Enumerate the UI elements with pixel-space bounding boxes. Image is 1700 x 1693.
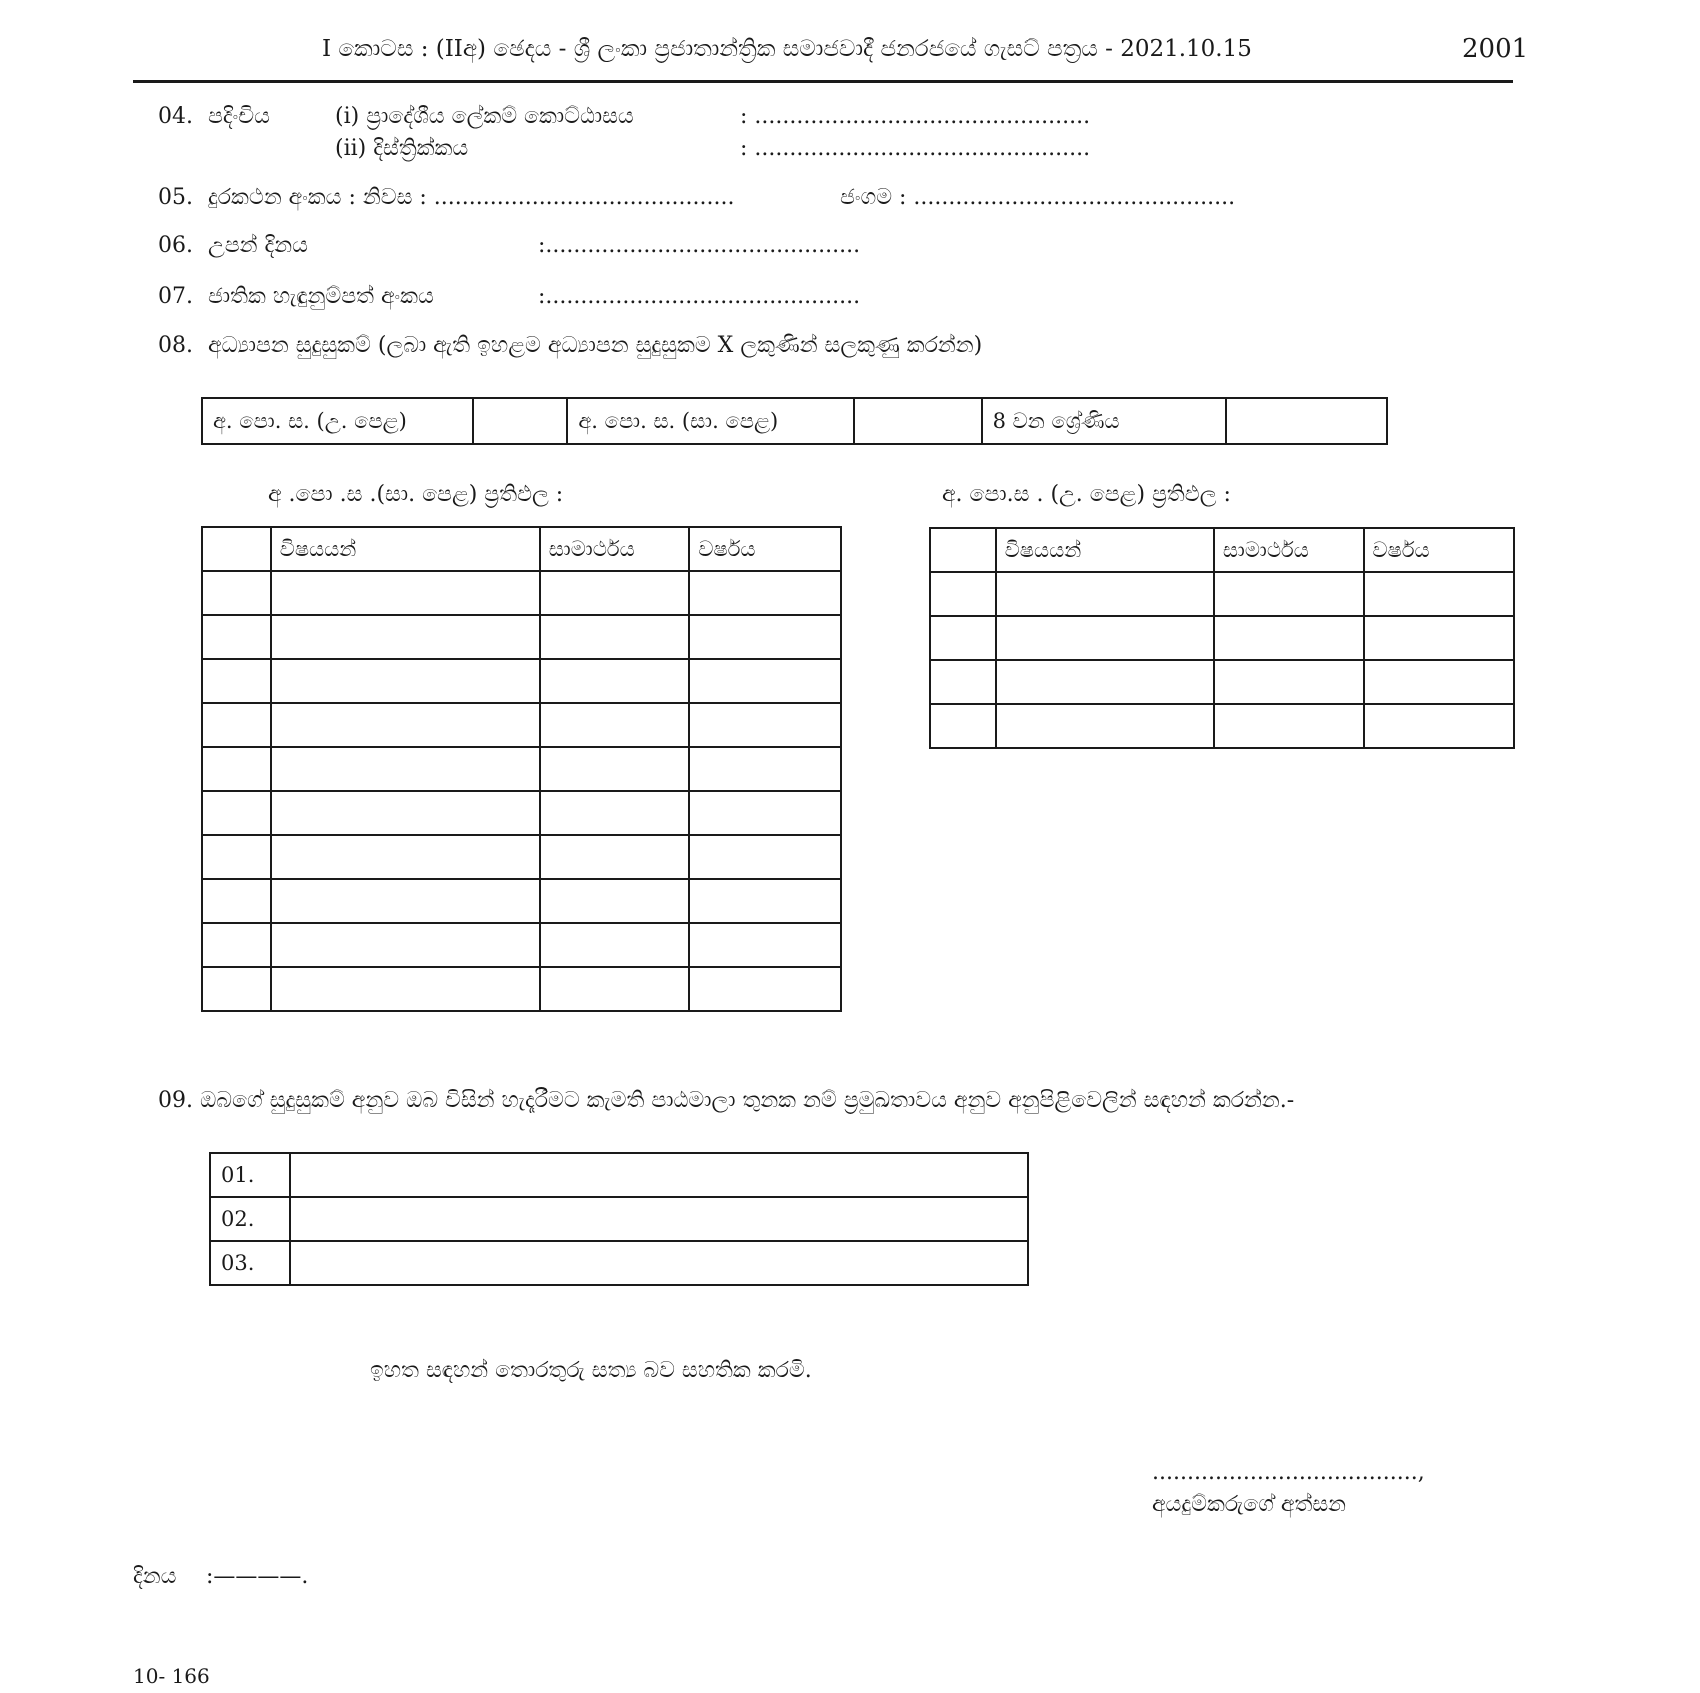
signature-label: අයදුම්කරුගේ අත්සන [1152, 1492, 1347, 1517]
edu-grade8-checkbox[interactable] [1226, 398, 1387, 444]
ol-result-cell-subject[interactable] [271, 879, 540, 923]
al-result-row [930, 616, 1514, 660]
ol-result-cell-grade[interactable] [540, 659, 690, 703]
page-number: 2001 [1462, 34, 1529, 64]
ol-result-row [202, 703, 841, 747]
al-result-cell-grade[interactable] [1214, 660, 1364, 704]
ol-result-row [202, 659, 841, 703]
q04-label: පදිංචිය [208, 104, 270, 129]
q05-home-phone-field[interactable]: දුරකථන අංකය : නිවස : ........................................... [208, 185, 735, 210]
ol-result-cell-grade[interactable] [540, 703, 690, 747]
ol-result-cell-year[interactable] [689, 967, 841, 1011]
al-result-cell-grade[interactable] [1214, 704, 1364, 748]
q07-label: ජාතික හැඳුනුම්පත් අංකය [208, 284, 434, 309]
q04-number: 04. [158, 104, 193, 129]
course-priority-table [209, 1152, 1029, 1286]
ol-result-cell-subject[interactable] [271, 835, 540, 879]
edu-ol-checkbox[interactable] [854, 398, 982, 444]
al-result-row [930, 704, 1514, 748]
al-result-cell-year[interactable] [1364, 704, 1515, 748]
al-result-cell-year[interactable] [1364, 616, 1515, 660]
al-result-row [930, 660, 1514, 704]
q04-i-field[interactable]: : ................................................ [740, 104, 1091, 129]
ol-header-grade: සාමාර්ථය [540, 527, 690, 571]
q06-dob-field[interactable]: :............................................. [538, 233, 861, 258]
ol-result-cell-index [202, 571, 271, 615]
q04-ii-field[interactable]: : ................................................ [740, 136, 1091, 161]
q05-number: 05. [158, 185, 193, 210]
ol-result-row [202, 791, 841, 835]
ol-result-cell-index [202, 879, 271, 923]
al-result-cell-index [930, 660, 996, 704]
ol-result-cell-year[interactable] [689, 615, 841, 659]
course-priority-number: 02. [210, 1197, 290, 1241]
course-priority-field[interactable] [290, 1197, 1028, 1241]
ol-header-subjects: විෂයයන් [271, 527, 540, 571]
q08-label: අධ්‍යාපන සුදුසුකම් (ලබා ඇති ඉහළම අධ්‍යාපන සුදුසුකම X ලකුණින් සලකුණු කරන්න) [208, 333, 983, 358]
ol-result-cell-year[interactable] [689, 923, 841, 967]
al-header-grade: සාමාර්ථය [1214, 528, 1364, 572]
ol-result-cell-subject[interactable] [271, 615, 540, 659]
al-header-index [930, 528, 996, 572]
ol-result-cell-index [202, 659, 271, 703]
course-priority-number: 03. [210, 1241, 290, 1285]
ol-result-cell-year[interactable] [689, 835, 841, 879]
q09-label: 09. ඔබගේ සුදුසුකම් අනුව ඔබ විසින් හැදෑරීමට කැමති පාඨමාලා තුනක නම් ප්‍රමුඛතාවය අනුව අනුපිළිවෙලින් සඳහන් කරන්න.- [158, 1088, 1295, 1113]
edu-al-checkbox[interactable] [473, 398, 568, 444]
ol-result-cell-index [202, 791, 271, 835]
al-result-cell-index [930, 704, 996, 748]
ol-results-table [201, 526, 842, 1012]
al-result-cell-index [930, 616, 996, 660]
ol-header-index [202, 527, 271, 571]
signature-line[interactable]: ......................................, [1152, 1460, 1425, 1485]
ol-result-cell-index [202, 923, 271, 967]
ol-result-cell-year[interactable] [689, 879, 841, 923]
q06-number: 06. [158, 233, 193, 258]
edu-ol-label: අ. පො. ස. (සා. පෙළ) [567, 398, 854, 444]
date-label: දිනය [133, 1564, 177, 1589]
edu-al-label: අ. පො. ස. (උ. පෙළ) [202, 398, 473, 444]
al-result-cell-grade[interactable] [1214, 616, 1364, 660]
ol-result-cell-index [202, 703, 271, 747]
ol-result-cell-index [202, 747, 271, 791]
ol-result-cell-index [202, 967, 271, 1011]
ol-result-cell-index [202, 615, 271, 659]
al-result-cell-subject[interactable] [996, 616, 1214, 660]
q05-mobile-field[interactable]: ජංගම : .............................................. [840, 185, 1236, 210]
course-priority-number: 01. [210, 1153, 290, 1197]
ol-result-cell-subject[interactable] [271, 747, 540, 791]
course-priority-row [210, 1241, 1028, 1285]
ol-result-cell-subject[interactable] [271, 967, 540, 1011]
ol-result-cell-grade[interactable] [540, 747, 690, 791]
ol-result-row [202, 747, 841, 791]
course-priority-field[interactable] [290, 1153, 1028, 1197]
ol-result-row [202, 879, 841, 923]
ol-result-cell-grade[interactable] [540, 571, 690, 615]
ol-result-row [202, 967, 841, 1011]
al-result-cell-grade[interactable] [1214, 572, 1364, 616]
education-level-table [201, 397, 1388, 445]
ol-results-title: අ .පො .ස .(සා. පෙළ) ප්‍රතිඵල : [268, 482, 564, 507]
al-result-row [930, 572, 1514, 616]
edu-grade8-label: 8 වන ශ්‍රේණිය [982, 398, 1227, 444]
course-priority-row [210, 1197, 1028, 1241]
ol-result-row [202, 835, 841, 879]
course-priority-row [210, 1153, 1028, 1197]
ol-result-cell-grade[interactable] [540, 967, 690, 1011]
course-priority-field[interactable] [290, 1241, 1028, 1285]
ol-result-cell-subject[interactable] [271, 659, 540, 703]
q07-nic-field[interactable]: :............................................. [538, 284, 861, 309]
q04-ii-label: (ii) දිස්ත්‍රික්කය [335, 136, 469, 161]
ol-result-cell-subject[interactable] [271, 923, 540, 967]
al-results-title: අ. පො.ස . (උ. පෙළ) ප්‍රතිඵල : [942, 482, 1231, 507]
ol-result-row [202, 923, 841, 967]
al-results-table [929, 527, 1515, 749]
ol-result-cell-subject[interactable] [271, 571, 540, 615]
al-result-cell-subject[interactable] [996, 704, 1214, 748]
ol-result-cell-index [202, 835, 271, 879]
ol-result-cell-year[interactable] [689, 571, 841, 615]
footer-code: 10- 166 [133, 1664, 210, 1688]
ol-result-cell-grade[interactable] [540, 791, 690, 835]
ol-result-cell-year[interactable] [689, 703, 841, 747]
al-result-cell-year[interactable] [1364, 660, 1515, 704]
declaration-text: ඉහත සඳහන් තොරතුරු සත්‍ය බව සහතික කරමි. [370, 1358, 812, 1383]
q07-number: 07. [158, 284, 193, 309]
ol-result-row [202, 571, 841, 615]
ol-header-year: වර්ෂය [689, 527, 841, 571]
q06-label: උපන් දිනය [208, 233, 308, 258]
ol-result-cell-year[interactable] [689, 747, 841, 791]
header-rule [133, 80, 1513, 83]
ol-result-cell-year[interactable] [689, 791, 841, 835]
al-result-cell-subject[interactable] [996, 572, 1214, 616]
date-field[interactable]: :————. [206, 1564, 309, 1589]
ol-result-cell-year[interactable] [689, 659, 841, 703]
gazette-header-title: I කොටස : (IIඅ) ඡෙදය - ශ්‍රී ලංකා ප්‍රජාතාන්ත්‍රික සමාජවාදී ජනරජයේ ගැසට් පත්‍රය - 2021.10.15 [322, 36, 1252, 62]
al-result-cell-index [930, 572, 996, 616]
ol-result-cell-grade[interactable] [540, 923, 690, 967]
ol-result-cell-subject[interactable] [271, 791, 540, 835]
al-header-subjects: විෂයයන් [996, 528, 1214, 572]
ol-result-cell-grade[interactable] [540, 835, 690, 879]
al-header-year: වර්ෂය [1364, 528, 1515, 572]
q08-number: 08. [158, 333, 193, 358]
ol-result-cell-subject[interactable] [271, 703, 540, 747]
ol-result-row [202, 615, 841, 659]
ol-result-cell-grade[interactable] [540, 879, 690, 923]
al-result-cell-year[interactable] [1364, 572, 1515, 616]
al-result-cell-subject[interactable] [996, 660, 1214, 704]
q04-i-label: (i) ප්‍රාදේශීය ලේකම් කොට්ඨාසය [335, 104, 634, 129]
ol-result-cell-grade[interactable] [540, 615, 690, 659]
